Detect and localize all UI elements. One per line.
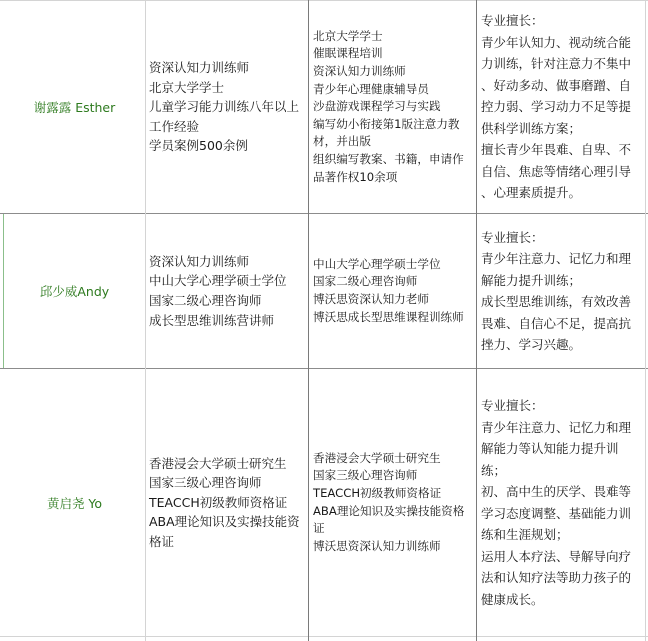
experience-line: 国家二级心理咨询师 — [313, 274, 418, 289]
experience-line: 证 — [313, 521, 325, 536]
experience-line: 中山大学心理学硕士学位 — [313, 256, 441, 271]
experience-line: 香港浸会大学硕士研究生 — [313, 450, 441, 465]
credential-line: 资深认知力训练师 — [149, 60, 250, 76]
experience-line: 品著作权10余项 — [313, 169, 398, 184]
row-border — [0, 636, 648, 637]
experience-cell[interactable] — [309, 1, 476, 213]
specialty-line: 控力弱、学习动力不足等提 — [481, 99, 632, 115]
specialty-line: 成长型思维训练，有效改善 — [481, 294, 632, 309]
specialty-line: 青少年注意力、记忆力和理 — [481, 419, 632, 435]
experience-text — [313, 28, 464, 186]
experience-line: 北京大学学士 — [313, 28, 383, 43]
trainer-name: 黄启尧 Yo — [46, 495, 103, 511]
specialty-line: 畏难、自信心不足，提高抗 — [481, 315, 632, 331]
credentials-text — [149, 58, 299, 156]
experience-line: 博沃思资深认知力训练师 — [313, 538, 441, 553]
experience-line: TEACCH初级教师资格证 — [313, 485, 442, 500]
experience-line: 青少年心理健康辅导员 — [313, 81, 429, 96]
experience-cell[interactable] — [309, 214, 476, 368]
specialty-line: 健康成长。 — [481, 591, 544, 607]
credential-line: 国家二级心理咨询师 — [149, 293, 262, 308]
experience-line: ABA理论知识及实操技能资格 — [313, 503, 465, 518]
credential-line: 中山大学心理学硕士学位 — [149, 273, 287, 289]
credential-line: 香港浸会大学硕士研究生 — [149, 455, 287, 471]
experience-cell[interactable] — [309, 369, 476, 636]
credentials-text — [149, 252, 287, 330]
credential-line: 资深认知力训练师 — [149, 253, 250, 269]
specialty-line: 初、高中生的厌学、畏难等 — [481, 484, 632, 499]
credential-line: 儿童学习能力训练八年以上 — [149, 99, 300, 115]
credential-line: 国家三级心理咨询师 — [149, 475, 262, 491]
credential-line: 工作经验 — [149, 118, 200, 134]
experience-line: 组织编写教案、书籍，申请作 — [313, 151, 464, 166]
experience-text — [313, 450, 464, 556]
experience-line: 编写幼小衔接第1版注意力教 — [313, 116, 460, 131]
specialty-line: 青少年注意力、记忆力和理 — [481, 251, 632, 266]
specialty-line: 力训练，针对注意力不集中 — [481, 56, 632, 72]
specialty-cell[interactable] — [477, 214, 645, 368]
specialty-line: 、好动多动、做事磨蹭、自 — [481, 77, 632, 93]
specialty-line: 练和生涯规划； — [481, 527, 569, 542]
specialty-line: 专业擅长： — [481, 13, 544, 29]
experience-line: 国家三级心理咨询师 — [313, 468, 418, 483]
table-row — [0, 214, 648, 368]
credential-line: 北京大学学士 — [149, 79, 225, 95]
specialty-text — [481, 227, 631, 356]
specialty-text — [481, 395, 631, 610]
specialty-line: 练； — [481, 462, 507, 478]
credential-line: ABA理论知识及实操技能资 — [149, 514, 300, 530]
experience-line: 博沃思成长型思维课程训练师 — [313, 309, 464, 324]
specialty-line: 运用人本疗法、导解导向疗 — [481, 548, 632, 564]
credentials-text — [149, 454, 300, 552]
specialty-line: 解能力提升训练； — [481, 272, 582, 288]
specialty-cell[interactable] — [477, 369, 645, 636]
experience-line: 材，并出版 — [313, 134, 371, 149]
specialty-line: 专业擅长： — [481, 398, 544, 413]
specialty-line: 供科学训练方案； — [481, 120, 582, 136]
credentials-cell[interactable] — [146, 1, 308, 213]
specialty-line: 专业擅长： — [481, 229, 544, 245]
credentials-cell[interactable] — [146, 369, 308, 636]
experience-line: 沙盘游戏课程学习与实践 — [313, 99, 441, 114]
specialty-text — [481, 10, 631, 204]
trainer-name-cell[interactable] — [4, 369, 145, 636]
specialty-line: 擅长青少年畏难、自卑、不 — [481, 142, 632, 158]
experience-line: 催眠课程培训 — [313, 46, 383, 61]
trainer-name: 谢露露 Esther — [33, 100, 116, 115]
credential-line: 学员案例500余例 — [149, 138, 248, 154]
specialty-line: 自信、焦虑等情绪心理引导 — [481, 163, 632, 179]
experience-line: 博沃思资深认知力老师 — [313, 292, 429, 306]
specialty-line: 、心理素质提升。 — [481, 185, 582, 201]
specialty-line: 挫力、学习兴趣。 — [481, 337, 582, 352]
experience-line: 资深认知力训练师 — [313, 64, 406, 79]
specialty-line: 学习态度调整、基础能力训 — [481, 505, 632, 521]
credentials-cell[interactable] — [146, 214, 308, 368]
credential-line: TEACCH初级教师资格证 — [149, 494, 288, 510]
credential-line: 成长型思维训练营讲师 — [149, 312, 275, 328]
trainer-name-cell[interactable] — [4, 1, 145, 213]
specialty-cell[interactable] — [477, 1, 645, 213]
table-row — [0, 1, 648, 213]
trainer-name: 邱少威Andy — [39, 284, 110, 299]
experience-text — [313, 256, 464, 326]
specialty-line: 青少年认知力、视动统合能 — [481, 34, 632, 50]
credential-line: 格证 — [149, 533, 175, 549]
specialty-line: 法和认知疗法等助力孩子的 — [481, 570, 632, 585]
table-row — [0, 369, 648, 636]
trainer-name-cell[interactable] — [4, 214, 145, 368]
specialty-line: 解能力等认知能力提升训 — [481, 441, 619, 456]
